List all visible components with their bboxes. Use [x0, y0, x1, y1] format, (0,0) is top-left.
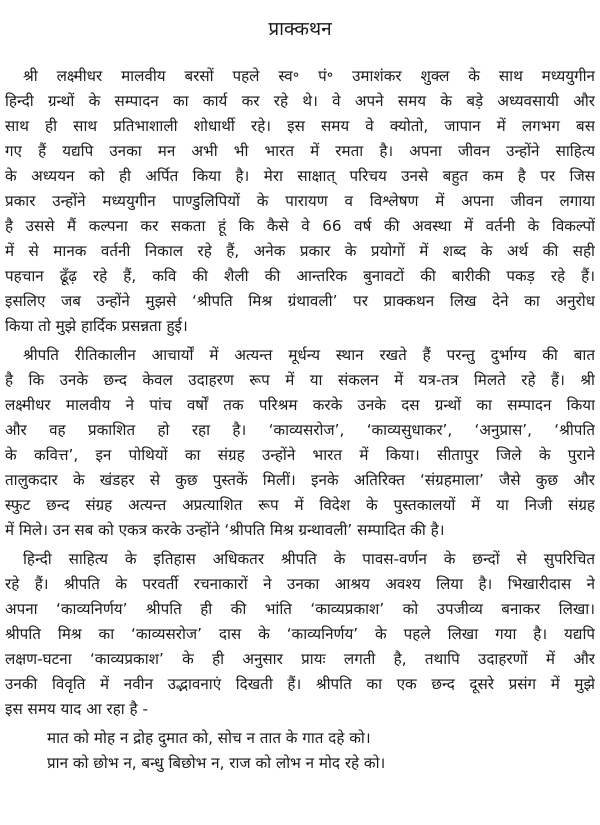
text-line: श्रीपति मिश्र का ‘काव्यसरोज’ दास के ‘काव्यनिर्णय’ के पहले लिखा गया है। यद्यपि	[5, 625, 595, 643]
text-line: हिन्दी ग्रन्थों के सम्पादन का कार्य कर रहे थे। वे अपने समय के बड़े अध्यवसायी और	[5, 92, 595, 110]
text-line: स्फुट छन्द संग्रह अत्यन्त अप्रत्याशित रूप में विदेश के पुस्तकालयों में या निजी संग्रह	[5, 496, 595, 514]
text-line: और वह प्रकाशित हो रहा है। ‘काव्यसरोज’, ‘काव्यसुधाकर’, ‘अनुप्रास’, ‘श्रीपति	[5, 421, 595, 439]
text-line: है उससे मैं कल्पना कर सकता हूं कि कैसे वे 66 वर्ष की अवस्था में वर्तनी के विकल्पों	[5, 217, 595, 235]
verse-line: प्रान को छोभ न, बन्धु बिछोभ न, राज को लोभ न मोद रहे को।	[47, 754, 386, 772]
text-line: में मिले। उन सब को एकत्र करके उन्होंने ‘श्रीपति मिश्र ग्रन्थावली’ सम्पादित की है।	[5, 521, 445, 539]
verse-quote	[5, 726, 595, 776]
paragraph-2	[5, 343, 595, 543]
page-title: प्राक्कथन	[268, 18, 332, 40]
paragraph-3	[5, 547, 595, 722]
text-line: रहे हैं। श्रीपति के परवर्ती रचनाकारों ने उनका आश्रय अवश्य लिया है। भिखारीदास ने	[5, 575, 595, 593]
document-body	[5, 64, 595, 776]
text-line: अपना ‘काव्यनिर्णय’ श्रीपति ही की भांति ‘काव्यप्रकाश’ को उपजीव्य बनाकर लिखा।	[5, 600, 595, 618]
text-line: में से मानक वर्तनी निकाल रहे हैं, अनेक प्रकार के प्रयोगों में शब्द के अर्थ की सही	[5, 242, 595, 260]
text-line: लक्ष्मीधर मालवीय ने पांच वर्षों तक परिश्रम करके उनके दस ग्रन्थों का सम्पादन किया	[5, 396, 595, 414]
text-line: के अध्ययन को ही अर्पित किया है। मेरा साक्षात् परिचय उनसे बहुत कम है पर जिस	[5, 167, 595, 185]
paragraph-1	[5, 64, 595, 339]
text-line: हिन्दी साहित्य के इतिहास अधिकतर श्रीपति के पावस-वर्णन के छन्दों से सुपरिचित	[23, 550, 595, 568]
verse-line: मात को मोह न द्रोह दुमात को, सोच न तात के गात दहे को।	[47, 729, 371, 747]
text-line: श्रीपति रीतिकालीन आचार्यों में अत्यन्त मूर्धन्य स्थान रखते हैं परन्तु दुर्भाग्य की बात	[23, 346, 595, 364]
text-line: इस समय याद आ रहा है -	[5, 700, 148, 718]
text-line: गए हैं यद्यपि उनका मन अभी भी भारत में रमता है। अपना जीवन उन्होंने साहित्य	[5, 142, 595, 160]
text-line: उनकी विवृति में नवीन उद्भावनाएं दिखती हैं। श्रीपति का एक छन्द दूसरे प्रसंग में मुझे	[5, 675, 595, 693]
text-line: है कि उनके छन्द केवल उदाहरण रूप में या संकलन में यत्र-तत्र मिलते रहे हैं। श्री	[5, 371, 595, 389]
text-line: श्री लक्ष्मीधर मालवीय बरसों पहले स्व॰ पं॰ उमाशंकर शुक्ल के साथ मध्ययुगीन	[23, 67, 595, 85]
text-line: साथ ही साथ प्रतिभाशाली शोधार्थी रहे। इस समय वे क्योतो, जापान में लगभग बस	[5, 117, 595, 135]
text-line: किया तो मुझे हार्दिक प्रसन्नता हुई।	[5, 317, 188, 335]
text-line: इसलिए जब उन्होंने मुझसे ‘श्रीपति मिश्र ग्रंथावली’ पर प्राक्कथन लिख देने का अनुरोध	[5, 292, 595, 310]
text-line: के कवित्त’, इन पोथियों का संग्रह उन्होंने भारत में किया। सीतापुर जिले के पुराने	[5, 446, 595, 464]
text-line: प्रकार उन्होंने मध्ययुगीन पाण्डुलिपियों के पारायण व विश्लेषण में अपना जीवन लगाया	[5, 192, 595, 210]
text-line: लक्षण-घटना ‘काव्यप्रकाश’ के ही अनुसार प्रायः लगती है, तथापि उदाहरणों में और	[5, 650, 595, 668]
text-line: पहचान ढूँढ़ रहे हैं, कवि की शैली की आन्तरिक बुनावटों की बारीकी पकड़ रहे हैं।	[5, 267, 595, 285]
text-line: तालुकदार के खंडहर से कुछ पुस्तकें मिलीं। इनके अतिरिक्त ‘संग्रहमाला’ जैसे कुछ और	[5, 471, 595, 489]
